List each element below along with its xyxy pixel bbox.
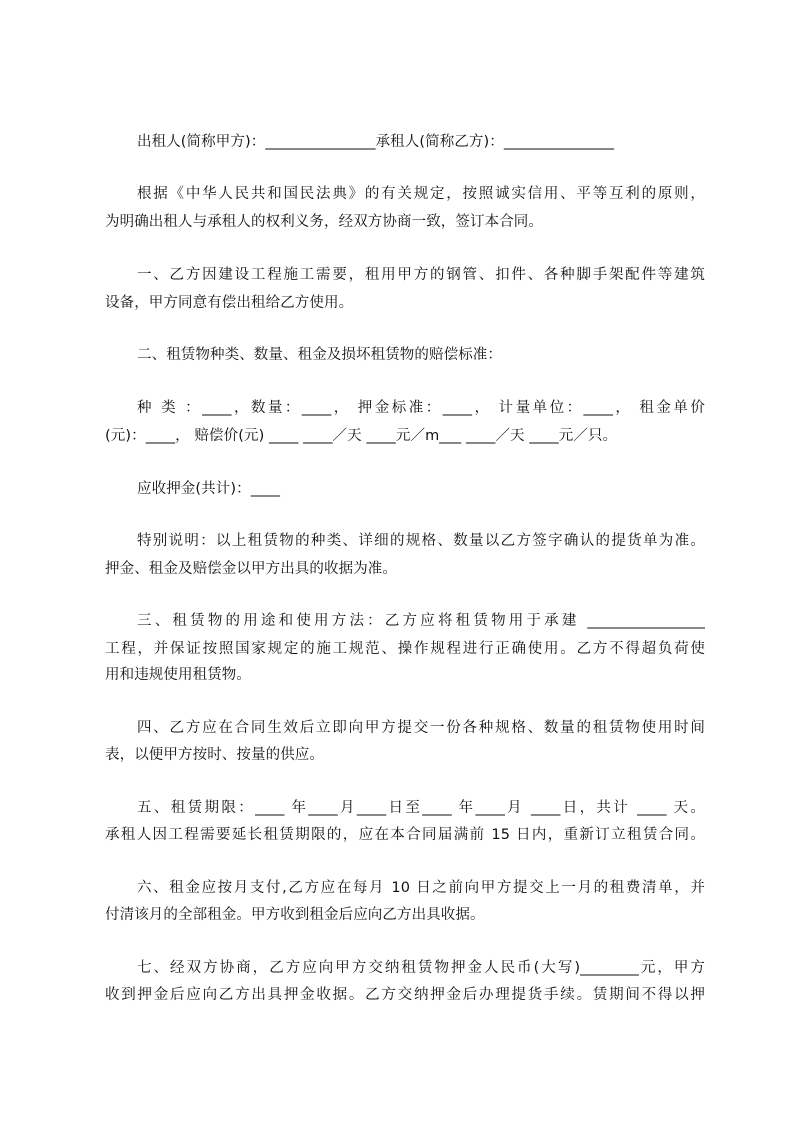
clause1-line-1: 一、乙方因建设工程施工需要，租用甲方的钢管、扣件、各种脚手架配件等建筑 xyxy=(137,267,705,283)
clause2-heading: 二、租赁物种类、数量、租金及损坏租赁物的赔偿标准： xyxy=(137,347,502,363)
clause4-line-1: 四、乙方应在合同生效后立即向甲方提交一份各种规格、数量的租赁物使用时间 xyxy=(137,720,705,736)
clause2-note-line-2: 押金、租金及赔偿金以甲方出具的收据为准。 xyxy=(105,561,397,577)
clause6-line-2: 付清该月的全部租金。甲方收到租金后应向乙方出具收据。 xyxy=(105,907,485,923)
clause3-line-3: 用和违规使用租赁物。 xyxy=(105,667,251,683)
clause2-deposit-line: 应收押金(共计)：____ xyxy=(137,481,281,497)
clause3-line-1: 三、租赁物的用途和使用方法：乙方应将租赁物用于承建 ________________ xyxy=(137,613,705,629)
clause7-line-1: 七、经双方协商，乙方应向甲方交纳租赁物押金人民币(大写)________元，甲方 xyxy=(137,960,705,976)
clause5-line-1: 五、租赁期限：____ 年____月____日至____ 年____月 ____日，共计 ____ 天。 xyxy=(137,800,705,816)
clause6-line-1: 六、租金应按月支付,乙方应在每月 10 日之前向甲方提交上一月的租费清单，并 xyxy=(137,880,705,896)
preamble-line-2: 为明确出租人与承租人的权利义务，经双方协商一致，签订本合同。 xyxy=(105,214,543,230)
preamble-line-1: 根据《中华人民共和国民法典》的有关规定，按照诚实信用、平等互利的原则， xyxy=(137,186,705,202)
clause7-line-2: 收到押金后应向乙方出具押金收据。乙方交纳押金后办理提货手续。赁期间不得以押 xyxy=(105,987,705,1003)
clause5-line-2: 承租人因工程需要延长租赁期限的，应在本合同届满前 15 日内，重新订立租赁合同。 xyxy=(105,827,705,843)
clause1-line-2: 设备，甲方同意有偿出租给乙方使用。 xyxy=(105,295,354,311)
clause2-fields-line-2: (元)：____， 赔偿价(元) ____ ____／天 ____元／m___ ____／天 ____元／只。 xyxy=(105,428,618,444)
clause2-note-line-1: 特别说明：以上租赁物的种类、详细的规格、数量以乙方签字确认的提货单为准。 xyxy=(137,533,705,549)
clause4-line-2: 表，以便甲方按时、按量的供应。 xyxy=(105,747,324,763)
clause2-fields-line-1: 种 类 ：____，数量：____， 押金标准：____， 计量单位：____， 租金单价 xyxy=(137,400,705,416)
clause3-line-2: 工程，并保证按照国家规定的施工规范、操作规程进行正确使用。乙方不得超负荷使 xyxy=(105,641,705,657)
parties-line: 出租人(简称甲方)：_______________承租人(简称乙方)：_______________ xyxy=(137,134,615,150)
